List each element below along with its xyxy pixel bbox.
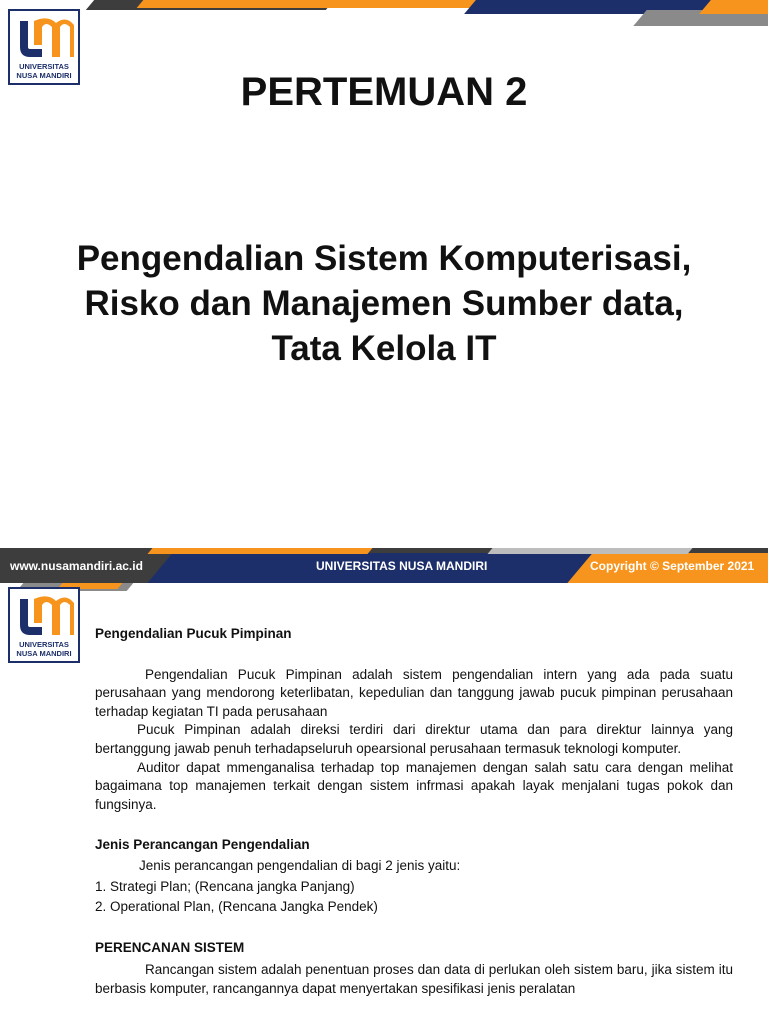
paragraph: Jenis perancangan pengendalian di bagi 2 jenis yaitu: — [139, 857, 461, 873]
paragraph: Pengendalian Pucuk Pimpinan adalah sistem pengendalian intern yang ada pada suatu perusahaan yang mendorong keterlibatan, kepedulian dan tanggung jawab pucuk pimpinan perusahaan terhadap kegiatan TI pada perusahaan — [95, 666, 733, 719]
paragraph: Pucuk Pimpinan adalah direksi terdiri dari direktur utama dan para direktur lainnya yang bertanggung jawab penuh terhadapseluruh opearsional perusahaan termasuk teknologi komputer. — [95, 722, 733, 756]
subtitle-line: Tata Kelola IT — [271, 329, 497, 368]
logo-text-line1: UNIVERSITAS — [19, 640, 69, 649]
list-item: 1. Strategi Plan; (Rencana jangka Panjang) — [95, 878, 355, 894]
logo-text-line2: NUSA MANDIRI — [16, 71, 72, 80]
footer-stripe-orange-left — [147, 548, 372, 554]
logo-mark-icon — [16, 593, 74, 639]
slide-title: PERTEMUAN 2 — [240, 70, 528, 114]
logo-mark-icon — [16, 15, 74, 61]
footer-university: UNIVERSITAS NUSA MANDIRI — [316, 559, 488, 573]
footer-stripe-light — [487, 548, 692, 554]
spacer — [95, 644, 733, 666]
logo-text-line2: NUSA MANDIRI — [16, 649, 72, 658]
section-heading: PERENCANAN SISTEM — [95, 939, 245, 955]
university-logo — [8, 587, 80, 663]
list-item: 2. Operational Plan, (Rencana Jangka Pendek) — [95, 899, 378, 915]
slide-subtitle — [30, 236, 738, 371]
subtitle-line: Risko dan Manajemen Sumber data, — [84, 284, 684, 323]
section-heading: Pengendalian Pucuk Pimpinan — [95, 626, 292, 641]
top-stripe-orange-right — [699, 0, 768, 14]
spacer — [95, 814, 733, 836]
footer-website: www.nusamandiri.ac.id — [10, 559, 143, 573]
section-heading: Jenis Perancangan Pengendalian — [95, 837, 310, 853]
subtitle-line: Pengendalian Sistem Komputerisasi, — [76, 239, 692, 278]
spacer — [95, 917, 733, 939]
paragraph: Rancangan sistem adalah penentuan proses dan data di perlukan oleh sistem baru, jika sistem itu berbasis komputer, rancangannya dapat menyertakan spesifikasi jenis peralatan — [95, 962, 733, 996]
footer-copyright: Copyright © September 2021 — [590, 559, 755, 573]
slide-content — [95, 625, 733, 999]
logo-text-line1: UNIVERSITAS — [19, 62, 69, 71]
footer-bar — [0, 548, 768, 583]
content-slide — [0, 583, 768, 1024]
paragraph: Auditor dapat mmenganalisa terhadap top manajemen dengan salah satu cara dengan melihat bagaimana top manajemen terkait dengan sistem infrmasi apakah layak menjalani tugas pokok dan fungsinya. — [95, 759, 733, 812]
